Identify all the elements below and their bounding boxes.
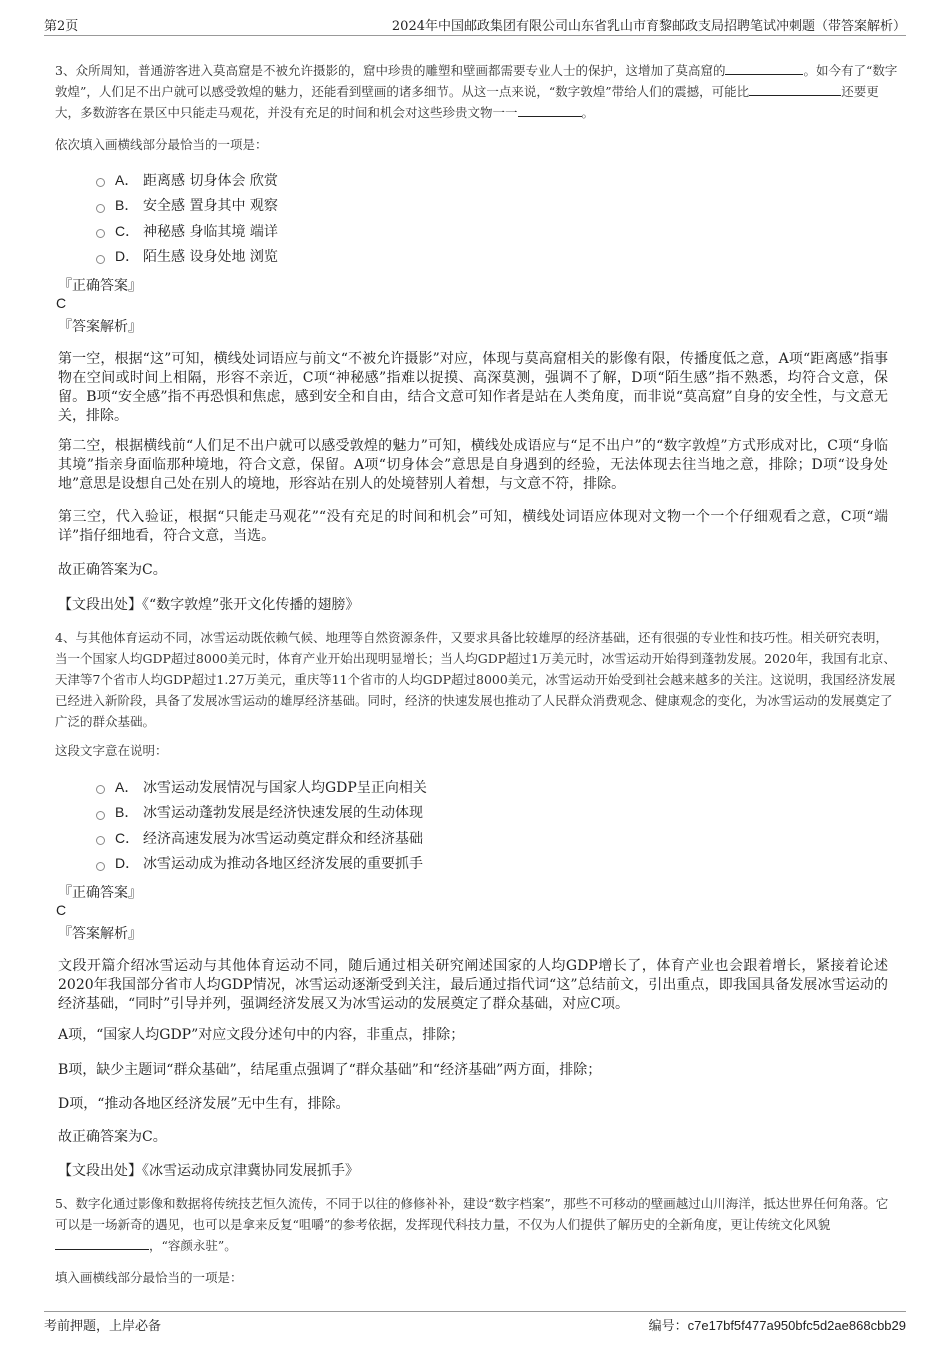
answer-value: C bbox=[56, 902, 67, 918]
analysis-conclusion: 故正确答案为C。 bbox=[58, 562, 167, 578]
question-3-text: 3、众所周知，普通游客进入莫高窟是不被允许摄影的，窟中珍贵的雕塑和壁画都需要专业人士的保护，这增加了莫高窟的 。如今有了“数字敦煌”，人们足不出户就可以感受敦煌的魅力，还能看到壁画的诸多细节。从这一点来说，“数字敦煌”带给人们的震撼，可能比 还要更大，多数游客在景区中只能走马观花，并没有充足的时间和机会对这些珍贵文物一一 。 bbox=[55, 63, 898, 120]
answer-value: C bbox=[56, 295, 67, 311]
analysis-paragraph: 第三空，代入验证，根据“只能走马观花”“没有充足的时间和机会”可知，横线处词语应体现对文物一个一个仔细观看之意，C项“端详”指仔细地看，符合文意，当选。 bbox=[58, 509, 888, 544]
answer-label: 『正确答案』 bbox=[58, 885, 142, 901]
source-citation: 【文段出处】《“数字敦煌”张开文化传播的翅膀》 bbox=[58, 597, 360, 613]
question-5-text: 5、数字化通过影像和数据将传统技艺恒久流传，不同于以往的修修补补，建设“数字档案”，那些不可移动的壁画越过山川海洋，抵达世界任何角落。它可以是一场新奇的遇见，也可以是拿来反复“咀嚼”的参考依据，发挥现代科技力量，不仅为人们提供了解历史的全新角度，更让传统文化风貌，“容颜永驻”。 bbox=[55, 1196, 889, 1253]
radio-icon[interactable] bbox=[96, 862, 105, 871]
option-b[interactable]: B． 安全感 置身其中 观察 bbox=[96, 193, 278, 219]
question-5-prompt: 填入画横线部分最恰当的一项是： bbox=[55, 1270, 243, 1285]
page-number: 第2页 bbox=[44, 19, 79, 34]
radio-icon[interactable] bbox=[96, 811, 105, 820]
option-c[interactable]: C． 神秘感 身临其境 端详 bbox=[96, 218, 278, 244]
radio-icon[interactable] bbox=[96, 204, 105, 213]
analysis-paragraph: 第二空，根据横线前“人们足不出户就可以感受敦煌的魅力”可知，横线处成语应与“足不出户”的“数字敦煌”方式形成对比，C项“身临其境”指亲身面临那种境地，符合文意，保留。A项“切身体会”意思是自身遇到的经验，无法体现去往当地之意，排除；D项“设身处地”意思是设想自己处在别人的境地，形容站在别人的处境替别人着想，与文意不符，排除。 bbox=[58, 438, 888, 492]
radio-icon[interactable] bbox=[96, 229, 105, 238]
footer-code: 编号：c7e17bf5f477a950bfc5d2ae868cbb29 bbox=[648, 1318, 906, 1334]
question-4-options bbox=[96, 774, 427, 876]
blank-3 bbox=[518, 104, 582, 117]
document-title: 2024年中国邮政集团有限公司山东省乳山市育黎邮政支局招聘笔试冲刺题（带答案解析） bbox=[391, 19, 906, 34]
radio-icon[interactable] bbox=[96, 836, 105, 845]
question-4-prompt: 这段文字意在说明： bbox=[55, 743, 168, 758]
page-footer bbox=[44, 1311, 906, 1334]
analysis-paragraph: A项，“国家人均GDP”对应文段分述句中的内容，非重点，排除； bbox=[58, 1027, 465, 1043]
blank-1 bbox=[725, 62, 803, 75]
source-citation: 【文段出处】《冰雪运动成京津冀协同发展抓手》 bbox=[58, 1163, 359, 1179]
question-4-text: 4、与其他体育运动不同，冰雪运动既依赖气候、地理等自然资源条件，又要求具备比较雄厚的经济基础，还有很强的专业性和技巧性。相关研究表明，当一个国家人均GDP超过8000美元时，体育产业开始出现明显增长；当人均GDP超过1万美元时，冰雪运动开始得到蓬勃发展。2020年，我国有北京、天津等7个省市人均GDP超过1.27万美元，重庆等11个省市的人均GDP超过8000美元，冰雪运动开始受到社会越来越多的关注。这说明，我国经济发展已经进入新阶段，具备了发展冰雪运动的雄厚经济基础。同时，经济的快速发展也推动了人民群众消费观念、健康观念的变化，为冰雪运动的发展奠定了广泛的群众基础。 bbox=[55, 630, 896, 729]
analysis-paragraph: 第一空，根据“这”可知，横线处词语应与前文“不被允许摄影”对应，体现与莫高窟相关的影像有限，传播度低之意，A项“距离感”指事物在空间或时间上相隔，形容不亲近，C项“神秘感”指难以捉摸、高深莫测，强调不了解，D项“陌生感”指不熟悉，均符合文意，保留。B项“安全感”指不再恐惧和焦虑，感到安全和自由，结合文意可知作者是站在人类角度，而非说“莫高窟”自身的安全性，与文意无关，排除。 bbox=[58, 351, 888, 424]
option-b[interactable]: B． 冰雪运动蓬勃发展是经济快速发展的生动体现 bbox=[96, 800, 427, 826]
option-a[interactable]: A． 距离感 切身体会 欣赏 bbox=[96, 167, 278, 193]
answer-label: 『正确答案』 bbox=[58, 278, 142, 294]
option-a[interactable]: A． 冰雪运动发展情况与国家人均GDP呈正向相关 bbox=[96, 774, 427, 800]
radio-icon[interactable] bbox=[96, 785, 105, 794]
analysis-label: 『答案解析』 bbox=[58, 319, 142, 335]
analysis-label: 『答案解析』 bbox=[58, 926, 142, 942]
blank-1 bbox=[55, 1237, 149, 1250]
blank-2 bbox=[749, 83, 841, 96]
question-3-options bbox=[96, 167, 278, 269]
question-3-prompt: 依次填入画横线部分最恰当的一项是： bbox=[55, 137, 268, 152]
footer-slogan: 考前押题，上岸必备 bbox=[44, 1319, 162, 1334]
analysis-paragraph: 文段开篇介绍冰雪运动与其他体育运动不同，随后通过相关研究阐述国家的人均GDP增长了，体育产业也会跟着增长，紧接着论述2020年我国部分省市人均GDP情况，冰雪运动逐渐受到关注，最后通过指代词“这”总结前文，引出重点，即我国具备发展冰雪运动的经济基础，“同时”引导并列，强调经济发展又为冰雪运动的发展奠定了群众基础，对应C项。 bbox=[58, 958, 888, 1012]
analysis-conclusion: 故正确答案为C。 bbox=[58, 1129, 167, 1145]
radio-icon[interactable] bbox=[96, 255, 105, 264]
radio-icon[interactable] bbox=[96, 178, 105, 187]
option-c[interactable]: C． 经济高速发展为冰雪运动奠定群众和经济基础 bbox=[96, 825, 427, 851]
analysis-paragraph: B项，缺少主题词“群众基础”，结尾重点强调了“群众基础”和“经济基础”两方面，排除； bbox=[58, 1062, 602, 1078]
page-header bbox=[44, 13, 906, 36]
option-d[interactable]: D． 冰雪运动成为推动各地区经济发展的重要抓手 bbox=[96, 851, 427, 877]
analysis-paragraph: D项，“推动各地区经济发展”无中生有，排除。 bbox=[58, 1096, 350, 1112]
option-d[interactable]: D． 陌生感 设身处地 浏览 bbox=[96, 244, 278, 270]
